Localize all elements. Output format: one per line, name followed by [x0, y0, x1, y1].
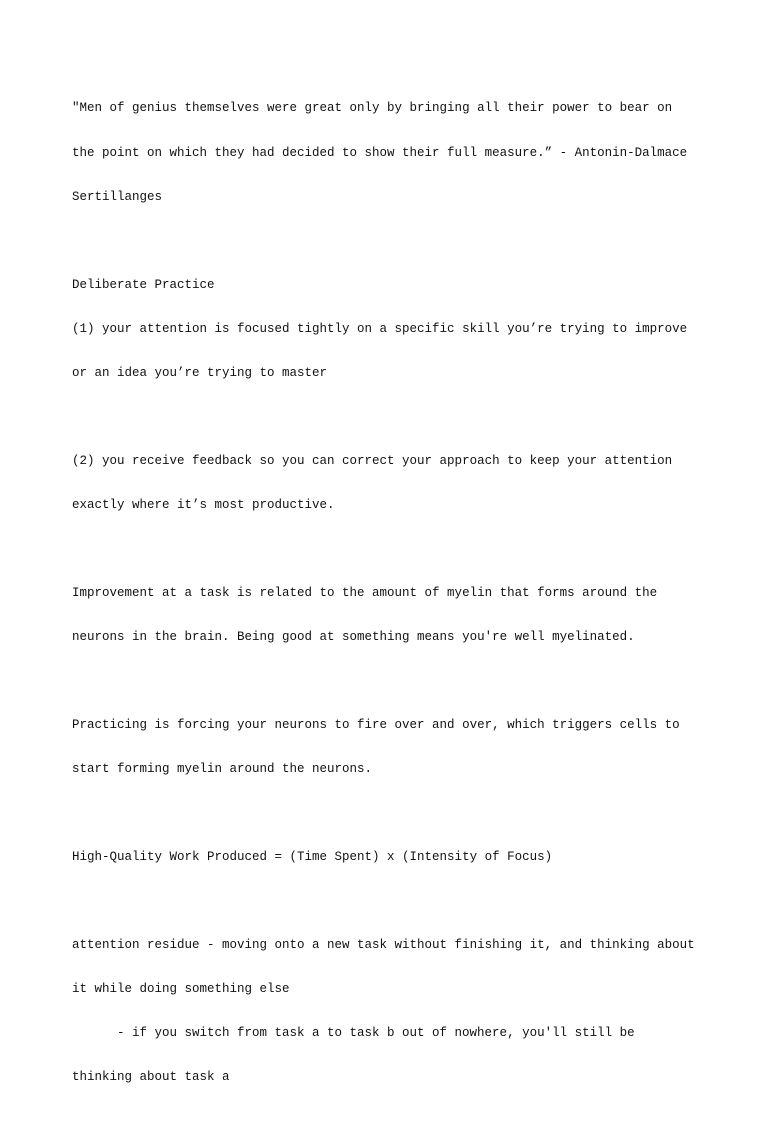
- practicing-line: start forming myelin around the neurons.: [72, 761, 373, 776]
- quote-paragraph: [72, 72, 702, 234]
- point-two-line: exactly where it’s most productive.: [72, 497, 335, 512]
- attention-residue-paragraph: [72, 908, 702, 1114]
- myelin-paragraph: [72, 556, 702, 674]
- myelin-line: Improvement at a task is related to the amount of myelin that forms around the: [72, 585, 658, 600]
- attention-residue-sub-line: - if you switch from task a to task b out of nowhere, you'll still be: [117, 1025, 635, 1040]
- deliberate-practice-section: [72, 248, 702, 410]
- attention-residue-line: attention residue - moving onto a new task without finishing it, and thinking about: [72, 937, 695, 952]
- point-one-line: or an idea you’re trying to master: [72, 365, 328, 380]
- practicing-line: Practicing is forcing your neurons to fire over and over, which triggers cells to: [72, 717, 680, 732]
- document-page: [72, 72, 702, 1128]
- quote-line: Sertillanges: [72, 189, 163, 204]
- point-two-line: (2) you receive feedback so you can correct your approach to keep your attention: [72, 453, 673, 468]
- formula-line: High-Quality Work Produced = (Time Spent) x (Intensity of Focus): [72, 849, 553, 864]
- deliberate-practice-heading: Deliberate Practice: [72, 277, 215, 292]
- quote-line: the point on which they had decided to show their full measure.” - Antonin-Dalmace: [72, 145, 688, 160]
- attention-residue-line: it while doing something else: [72, 981, 290, 996]
- point-one-line: (1) your attention is focused tightly on a specific skill you’re trying to improve: [72, 321, 688, 336]
- attention-residue-sub-line: thinking about task a: [72, 1069, 230, 1084]
- formula-paragraph: [72, 820, 702, 894]
- point-two-paragraph: [72, 424, 702, 542]
- quote-line: "Men of genius themselves were great only by bringing all their power to bear on: [72, 101, 673, 116]
- practicing-paragraph: [72, 688, 702, 806]
- myelin-line: neurons in the brain. Being good at something means you're well myelinated.: [72, 629, 635, 644]
